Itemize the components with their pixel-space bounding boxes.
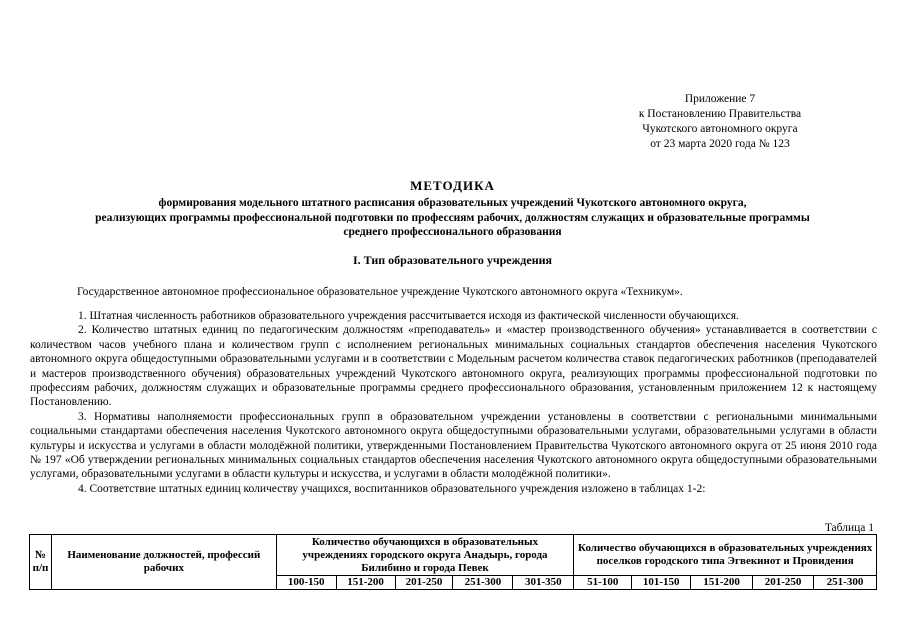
appendix-date: от 23 марта 2020 года № 123 <box>650 138 790 150</box>
table-caption: Таблица 1 <box>824 522 874 534</box>
institution-name: Государственное автономное профессиональное образовательное учреждение Чукотского автономного округа «Техникум». <box>77 286 683 298</box>
staffing-table <box>29 534 877 590</box>
appendix-resolution: к Постановлению Правительства <box>638 108 802 120</box>
range-cell: 101-150 <box>632 576 691 590</box>
range-cell: 201-250 <box>395 576 453 590</box>
range-cell: 301-350 <box>513 576 574 590</box>
subtitle-line: среднего профессионального образования <box>343 226 562 238</box>
document-title: МЕТОДИКА <box>410 178 495 193</box>
paragraph-2: 2. Количество штатных единиц по педагогическим должностям «преподаватель» и «мастер производственного обучения» устанавливается в соответствии с количеством часов учебного плана и количеством групп с исполнением региональных минимальных социальных стандартов обеспечения населения Чукотского автономного округа общедоступными образовательными услугами и в соответствии с Модельным расчетом количества ставок педагогических работников (преподавателей и мастеров производственного обучения) образовательных учреждений Чукотского автономного округа, реализующих программы профессиональной подготовки по профессиям рабочих, должностям служащих и образовательные программы среднего профессионального образования, установленным приложением 12 к настоящему Постановлению. <box>30 324 877 409</box>
header-number: № п/п <box>30 535 52 590</box>
document-subtitle <box>20 196 885 240</box>
subtitle-line: формирования модельного штатного расписания образовательных учреждений Чукотского автономного округа, <box>158 197 747 209</box>
range-cell: 251-300 <box>453 576 513 590</box>
range-cell: 201-250 <box>753 576 814 590</box>
appendix-region: Чукотского автономного округа <box>642 123 798 135</box>
range-cell: 51-100 <box>574 576 632 590</box>
document-title-block <box>20 178 885 240</box>
paragraph-3: 3. Нормативы наполняемости профессиональных групп в образовательном учреждении установлены в соответствии с региональными минимальными социальными стандартами обеспечения населения Чукотского автономного округа общедоступными образовательными услугами, образовательными услугами в области культуры и искусства и услугами в области молодёжной политики, утвержденными Постановлением Правительства Чукотского автономного округа от 25 июня 2010 года № 197 «Об утверждении региональных минимальных социальных стандартов обеспечения населения Чукотского автономного округа общедоступными образовательными услугами, образовательными услугами в области культуры и искусства, и услугами в области молодёжной политики». <box>30 410 877 481</box>
header-position-name: Наименование должностей, профессий рабочих <box>51 535 276 590</box>
appendix-reference <box>560 92 880 152</box>
body-paragraphs <box>30 309 877 496</box>
paragraph-4: 4. Соответствие штатных единиц количеству учащихся, воспитанников образовательного учреждения изложено в таблицах 1-2: <box>78 482 706 495</box>
table-header-row <box>30 535 877 576</box>
header-group-settlements: Количество обучающихся в образовательных учреждениях поселков городского типа Эгвекинот и Провидения <box>574 535 877 576</box>
appendix-number: Приложение 7 <box>684 93 756 105</box>
range-cell: 100-150 <box>276 576 336 590</box>
header-group-city: Количество обучающихся в образовательных учреждениях городского округа Анадырь, города Билибино и города Певек <box>276 535 574 576</box>
range-cell: 151-200 <box>691 576 753 590</box>
range-cell: 151-200 <box>336 576 395 590</box>
paragraph-1: 1. Штатная численность работников образовательного учреждения рассчитывается исходя из фактической численности обучающихся. <box>78 310 739 322</box>
subtitle-line: реализующих программы профессиональной подготовки по профессиям рабочих, должностям служащих и образовательные программы <box>95 211 810 224</box>
section-heading: I. Тип образовательного учреждения <box>352 253 553 267</box>
range-cell: 251-300 <box>813 576 876 590</box>
